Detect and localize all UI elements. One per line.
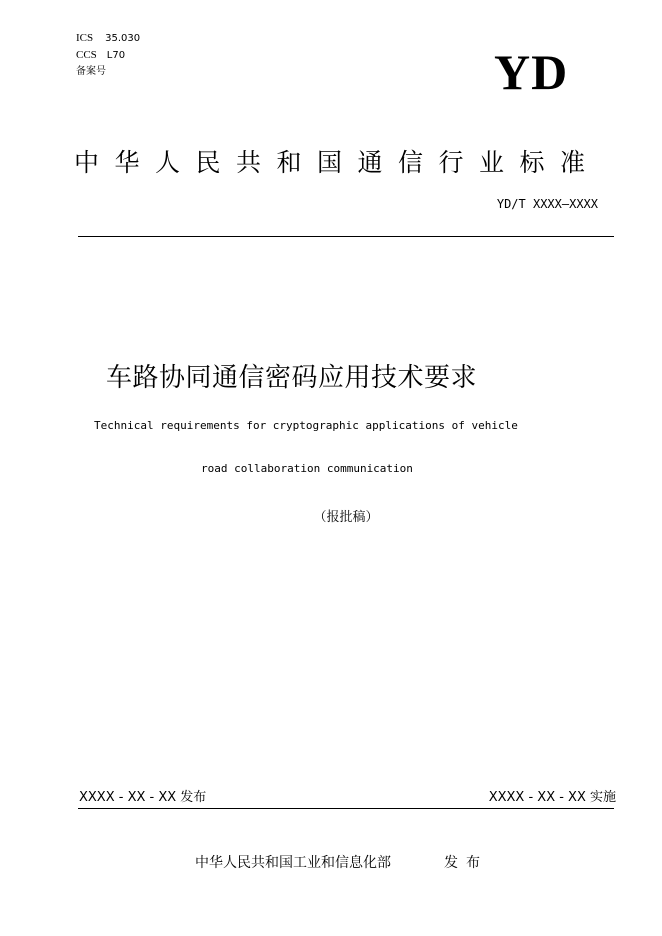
ics-value: 35.030	[105, 33, 141, 44]
ccs-value: L70	[106, 50, 126, 61]
standard-category-title: 中华人民共和国通信行业标准	[74, 148, 601, 177]
ccs-line	[76, 48, 125, 63]
ccs-label: CCS	[76, 49, 97, 61]
yd-logo: YD	[494, 44, 569, 100]
ics-line	[76, 31, 140, 46]
draft-status: （报批稿）	[313, 510, 379, 525]
standard-code: YD/T XXXX—XXXX	[496, 197, 598, 211]
document-title-en-line2: road collaboration communication	[201, 462, 413, 475]
record-number-label: 备案号	[76, 66, 106, 77]
publish-date: XXXX - XX - XX 发布	[79, 790, 207, 805]
footer-divider	[78, 808, 614, 809]
header-divider	[78, 236, 614, 237]
document-title-cn: 车路协同通信密码应用技术要求	[106, 363, 478, 393]
implement-date: XXXX - XX - XX 实施	[488, 790, 616, 805]
issuer-action: 发布	[444, 855, 488, 871]
document-title-en-line1: Technical requirements for cryptographic applications of vehicle	[94, 419, 518, 432]
ics-label: ICS	[76, 32, 94, 44]
issuer-name: 中华人民共和国工业和信息化部	[195, 855, 391, 871]
